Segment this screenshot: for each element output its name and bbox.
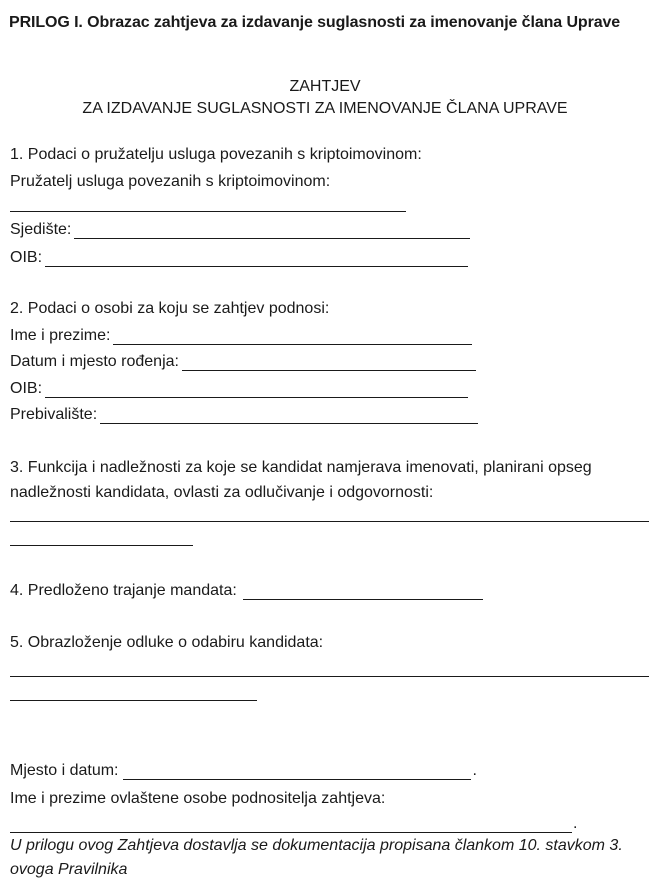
birth-label: Datum i mjesto rođenja: bbox=[10, 353, 179, 370]
seat-field[interactable] bbox=[74, 224, 470, 239]
annex-title: PRILOG I. Obrazac zahtjeva za izdavanje suglasnosti za imenovanje člana Uprave bbox=[9, 14, 621, 31]
seat-label: Sjedište: bbox=[10, 221, 72, 238]
oib-row-1 bbox=[10, 249, 468, 267]
justification-field-line-2[interactable] bbox=[10, 700, 257, 701]
footnote-line-1: U prilogu ovog Zahtjeva dostavlja se dokumentacija propisana člankom 10. stavkom 3. bbox=[10, 837, 623, 854]
authorized-period: . bbox=[573, 815, 578, 832]
birth-field[interactable] bbox=[182, 356, 476, 371]
section-5-heading: 5. Obrazloženje odluke o odabiru kandidata: bbox=[10, 634, 324, 651]
mandate-field[interactable] bbox=[243, 585, 483, 600]
name-label: Ime i prezime: bbox=[10, 327, 111, 344]
authorized-person-label: Ime i prezime ovlaštene osobe podnositelja zahtjeva: bbox=[10, 790, 386, 807]
form-subtitle: ZA IZDAVANJE SUGLASNOSTI ZA IMENOVANJE ČLANA UPRAVE bbox=[82, 100, 568, 117]
section-2-heading: 2. Podaci o osobi za koju se zahtjev podnosi: bbox=[10, 300, 330, 317]
place-date-period: . bbox=[472, 762, 477, 779]
residence-label: Prebivalište: bbox=[10, 406, 98, 423]
provider-oib-field[interactable] bbox=[45, 252, 468, 267]
section-1-heading: 1. Podaci o pružatelju usluga povezanih s kriptoimovinom: bbox=[10, 146, 422, 163]
person-oib-label: OIB: bbox=[10, 380, 43, 397]
person-oib-field[interactable] bbox=[45, 383, 468, 398]
function-field-line-2[interactable] bbox=[10, 545, 193, 546]
place-date-field[interactable] bbox=[123, 765, 471, 780]
place-date-row bbox=[10, 762, 477, 780]
residence-field[interactable] bbox=[100, 409, 478, 424]
oib-row-2 bbox=[10, 380, 468, 398]
birth-row bbox=[10, 353, 476, 371]
function-field-line-1[interactable] bbox=[10, 521, 649, 522]
form-title: ZAHTJEV bbox=[289, 78, 361, 95]
authorized-row bbox=[10, 815, 577, 833]
residence-row bbox=[10, 406, 478, 424]
name-field[interactable] bbox=[113, 330, 472, 345]
mandate-row bbox=[10, 582, 483, 600]
footnote-line-2: ovoga Pravilnika bbox=[10, 861, 128, 878]
section-3-line-1: 3. Funkcija i nadležnosti za koje se kandidat namjerava imenovati, planirani opseg bbox=[10, 459, 592, 476]
name-row bbox=[10, 327, 472, 345]
provider-label: Pružatelj usluga povezanih s kriptoimovinom: bbox=[10, 173, 331, 190]
justification-field-line-1[interactable] bbox=[10, 676, 649, 677]
provider-oib-label: OIB: bbox=[10, 249, 43, 266]
mandate-label: 4. Predloženo trajanje mandata: bbox=[10, 582, 237, 599]
provider-field[interactable] bbox=[10, 211, 406, 212]
seat-row bbox=[10, 221, 470, 239]
authorized-person-field[interactable] bbox=[10, 818, 572, 833]
place-date-label: Mjesto i datum: bbox=[10, 762, 119, 779]
section-3-line-2: nadležnosti kandidata, ovlasti za odlučivanje i odgovornosti: bbox=[10, 484, 434, 501]
